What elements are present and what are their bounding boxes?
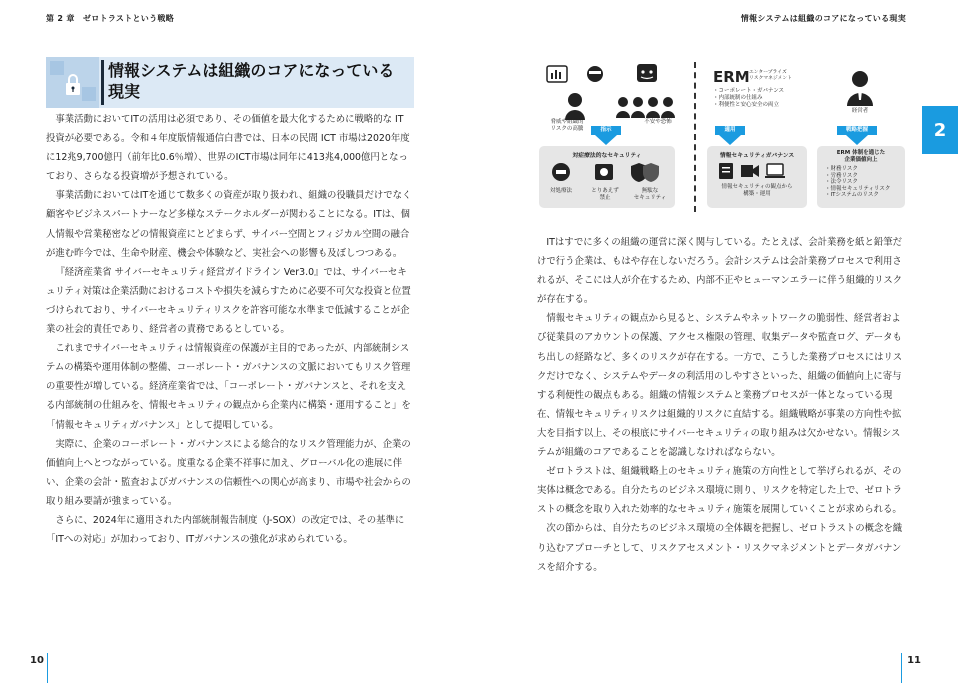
diagram-reactive-title: 対症療法的なセキュリティ [572, 153, 642, 159]
page-number-right: 11 [907, 655, 921, 666]
governance-icons [717, 161, 797, 181]
page-number-left: 10 [30, 655, 44, 666]
lock-icon [46, 57, 99, 108]
erm-logo: ERM [713, 68, 750, 86]
diagram-governance-box [707, 146, 807, 208]
erm-risk-item: ・法令リスク [825, 179, 858, 185]
section-title-line1: 情報システムは組織のコアになっている [108, 61, 395, 80]
erm-subtitle: エンタープライズ リスクマネジメント [749, 70, 792, 81]
diagram-instruction-tag: 指示 [591, 126, 621, 135]
diagram-item: 対処療法 [549, 188, 572, 194]
paragraph: これまでサイバーセキュリティは情報資産の保護が主目的であったが、内部統制システムの構築や運用体制の整備、コーポレート・ガバナンスの文脈においてもリスク管理の重要性が増している。経済産業省では、「コーポレート・ガバナンスと、それを支える内部統制の仕組みを、情報セキュリティの観点から企業内に構築・運用すること」を「情報セキュリティガバナンス」として提唱している。 [46, 343, 411, 431]
diagram-strategy-tag: 戦略把握 [837, 126, 877, 135]
diagram-apply-tag: 適用 [715, 126, 745, 135]
arrow-down-icon [595, 135, 617, 145]
diagram-fear-label: 不安や恐怖 [644, 119, 672, 125]
arrow-down-icon [719, 135, 741, 145]
erm-points [713, 88, 813, 109]
paragraph: 事業活動においてITの活用は必須であり、その価値を最大化するために戦略的な IT 投資が必要である。令和４年度版情報通信白書では、日本の民間 ICT 市場は2020年度に12兆9,700億円（前年比0.6％増）、世界のICT市場は同年に413兆4,000億円となっており、さらなる投資増が予想されている。 [46, 114, 410, 183]
arrow-down-icon [846, 135, 868, 145]
diagram-erm-title: ERM 体制を通じた 企業価値向上 [836, 150, 886, 163]
page-number-right-bar [901, 653, 902, 683]
diagram-item: 無駄な セキュリティ [633, 188, 667, 201]
paragraph: さらに、2024年に適用された内部統制報告制度（J-SOX）の改定では、その基準に「ITへの対応」が加わっており、ITガバナンスの強化が求められている。 [46, 514, 405, 546]
diagram-divider [694, 62, 696, 212]
paragraph: 『経済産業省 サイバーセキュリティ経営ガイドライン Ver3.0』では、サイバーセキュリティ対策は企業活動におけるコストや損失を減らすために必要不可欠な投資と位置づけられており、サイバーセキュリティリスクを許容可能な水準まで低減することが企業の社会的責任であり、経営者の責務であるとしている。 [46, 266, 411, 336]
running-header-right: 情報システムは組織のコアになっている現実 [740, 14, 906, 23]
erm-point: ・コーポレート・ガバナンス [713, 88, 785, 94]
erm-risk-item: ・労務リスク [825, 172, 858, 179]
diagram-governance-caption: 情報セキュリティの観点から 構築・運用 [721, 184, 793, 197]
diagram-threat-label: 脅威や組織的 リスクの高騰 [550, 119, 584, 132]
executive-label: 経営者 [851, 108, 869, 114]
paragraph: 情報セキュリティの観点から見ると、システムやネットワークの脆弱性、経営者および従業員のアカウントの保護、アクセス権限の管理、収集データや監査ログ、データもち出しの経路など、多くのリスクが存在する。一方で、こうした業務プロセスにはリスクだけでなく、システムやデータの利活用のしやすさといった、組織の価値向上に寄与する利便性の観点もある。組織の情報システムと業務プロセスが一体となっている現在、情報セキュリティリスクは組織的リスクに直結する。組織戦略が事業の方向性や拡大を目指す以上、その根底にサイバーセキュリティの取り組みは欠かせない。情報システムが組織のコアであることを認識しなければならない。 [537, 313, 903, 459]
executive-icon [845, 70, 875, 106]
section-title [108, 60, 408, 102]
erm-point: ・利便性と安心安全の両立 [713, 102, 780, 108]
section-title-line2: 現実 [108, 82, 141, 101]
paragraph: 次の節からは、自分たちのビジネス環境の全体観を把握し、ゼロトラストの概念を織り込むアプローチとして、リスクアセスメント・リスクマネジメントとデータガバナンスを紹介する。 [537, 523, 903, 573]
security-items-icon [549, 160, 667, 184]
paragraph: 実際に、企業のコーポレート・ガバナンスによる総合的なリスク管理能力が、企業の価値向上へとつながっている。度重なる企業不祥事に加え、グローバル化の進展に伴い、企業の会計・監査およびガバナンスの信頼性への関心が高まり、市場や社会からの取り組み要請が強まっている。 [46, 438, 411, 507]
chapter-tab: 2 [922, 106, 958, 154]
diagram-erm-box [817, 146, 905, 208]
right-body-text [537, 233, 908, 577]
left-body-text [46, 110, 415, 549]
diagram-governance-title: 情報セキュリティガバナンス [719, 153, 795, 159]
threat-people-icon [545, 62, 675, 122]
erm-risk-item: ・ITシステムのリスク [825, 192, 879, 198]
page-number-left-bar [47, 653, 48, 683]
erm-diagram [537, 58, 909, 218]
title-accent-bar [101, 60, 104, 105]
erm-risk-item: ・財務リスク [825, 166, 858, 172]
erm-risk-list [825, 166, 905, 199]
diagram-reactive-box [539, 146, 675, 208]
erm-risk-item: ・情報セキュリティリスク [825, 185, 891, 192]
paragraph: 事業活動においてはITを通じて数多くの資産が取り扱われ、組織の役職員だけでなく顧客やビジネスパートナーなど多様なステークホルダーが関わることになる。ITは、個人情報や営業秘密などの情報資産にとどまらず、サイバー空間とフィジカル空間の融合が進む昨今では、生命や財産、機会や体験など、実社会への影響も及ぼしつつある。 [46, 190, 412, 259]
paragraph: ITはすでに多くの組織の運営に深く関与している。たとえば、会計業務を紙と鉛筆だけで行う企業は、もはや存在しないだろう。会計システムは会計業務プロセスで利用されるが、そこには人が介在するため、内部不正やヒューマンエラーに伴う組織的リスクが存在する。 [537, 237, 903, 306]
running-header-left: 第 2 章 ゼロトラストという戦略 [46, 14, 174, 23]
paragraph: ゼロトラストは、組織戦略上のセキュリティ施策の方向性として挙げられるが、その実体は概念である。自分たちのビジネス環境に則り、リスクを特定した上で、ゼロトラストの概念を取り入れた効率的なセキュリティ施策を展開していくことが求められる。 [537, 466, 902, 516]
diagram-item: とりあえず 禁止 [591, 188, 619, 201]
erm-point: ・内部統制の仕組み [713, 95, 763, 101]
